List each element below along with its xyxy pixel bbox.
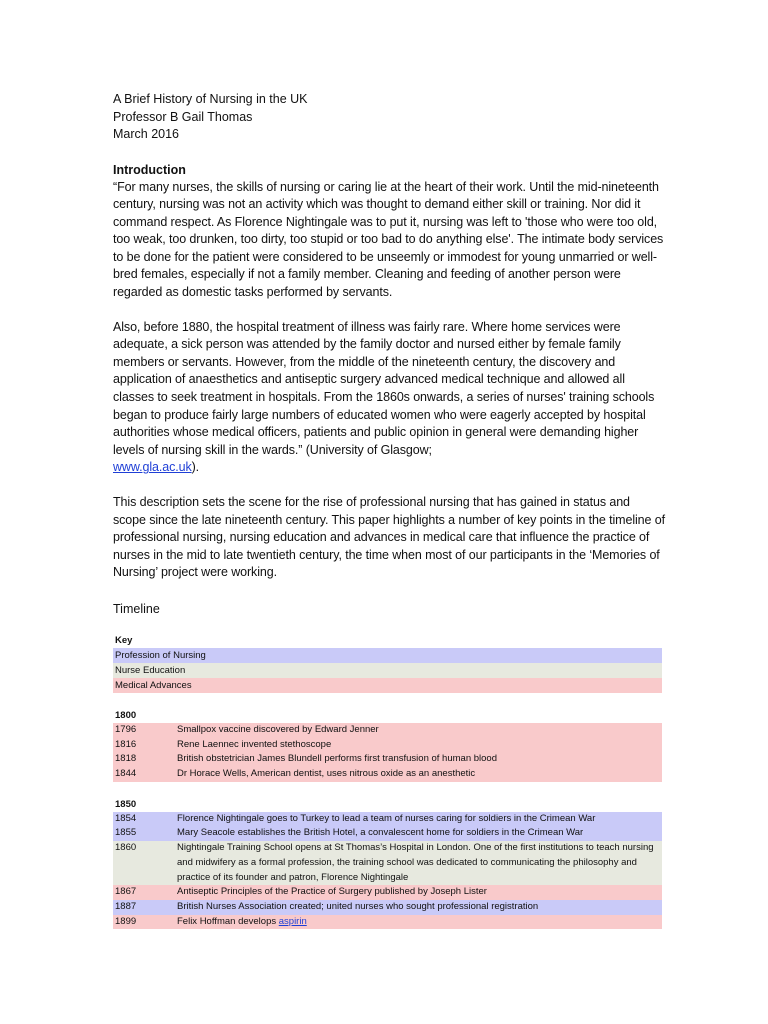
document-title: A Brief History of Nursing in the UK: [113, 92, 308, 106]
key-medical-advances: Medical Advances: [113, 678, 662, 693]
row-year: 1887: [115, 901, 137, 912]
table-row: [113, 723, 662, 738]
row-year: 1854: [115, 812, 137, 824]
introduction-paragraph-2-text: Also, before 1880, the hospital treatment of illness was fairly rare. Where home services were adequate, a sick person was attended by the family doctor and nursed either by female family members or servants. However, from the middle of the nineteenth century, the discovery and application of anaesthetics and antiseptic surgery advanced medical technique and allowed all classes to seek treatment in hospitals. From the 1860s onwards, a series of nurses' training schools began to produce fairly large numbers of educated women who were eagerly accepted by hospital authorities whose medical officers, patients and public opinion in general were demanding higher levels of nursing skill in the wards.” (University of Glasgow;: [113, 319, 655, 457]
document-page: [113, 91, 665, 929]
row-year: 1899: [115, 915, 137, 927]
row-event: British Nurses Association created; united nurses who sought professional registration: [177, 901, 539, 912]
table-row: [113, 900, 662, 915]
document-header: [113, 91, 665, 144]
introduction-paragraph-1: “For many nurses, the skills of nursing or caring lie at the heart of their work. Until the mid-nineteenth century, nursing was not an activity which was thought to demand either skill or training. Nor did it command respect. As Florence Nightingale was to put it, nursing was left to 'those who were too old, too weak, too drunken, too dirty, too stupid or too bad to do anything else'. The intimate body services to be done for the patient were considered to be unseemly or immodest for young unmarried or well-bred females, especially if not a family member. Cleaning and feeding of another person were regarded as domestic tasks performed by servants.: [113, 179, 664, 300]
row-year: 1816: [115, 738, 137, 750]
key-profession-of-nursing: Profession of Nursing: [113, 648, 662, 663]
row-event-text: Felix Hoffman develops: [177, 915, 277, 927]
row-event: Rene Laennec invented stethoscope: [177, 738, 332, 750]
table-row: [113, 767, 662, 782]
gla-website-link[interactable]: www.gla.ac.uk: [113, 460, 192, 475]
row-event: Dr Horace Wells, American dentist, uses nitrous oxide as an anesthetic: [177, 768, 476, 780]
row-event: Antiseptic Principles of the Practice of Surgery published by Joseph Lister: [177, 886, 487, 898]
table-row: [113, 738, 662, 753]
table-row: [113, 885, 662, 900]
section-label-1800: 1800: [115, 709, 137, 721]
section-label-1850: 1850: [115, 798, 137, 810]
row-year: 1860: [115, 842, 137, 854]
row-event: Florence Nightingale goes to Turkey to lead a team of nurses caring for soldiers in the Crimean War: [177, 812, 596, 824]
row-event: [177, 915, 662, 930]
document-author: Professor B Gail Thomas: [113, 109, 253, 124]
introduction-paragraph-2: [113, 319, 665, 477]
row-year: 1867: [115, 886, 137, 898]
row-year: 1855: [115, 827, 137, 839]
row-year: 1844: [115, 768, 137, 780]
row-event: Nightingale Training School opens at St Thomas’s Hospital in London. One of the first institutions to teach nursing and midwifery as a formal profession, the training school was dedicated to communicating the philosophy and practice of its founder and patron, Florence Nightingale: [177, 842, 654, 883]
row-year: 1818: [115, 753, 137, 765]
row-year: 1796: [115, 723, 137, 735]
key-title: Key: [115, 634, 133, 646]
aspirin-link[interactable]: aspirin: [278, 915, 307, 927]
document-date: March 2016: [113, 127, 180, 141]
row-event: British obstetrician James Blundell performs first transfusion of human blood: [177, 753, 497, 765]
table-row: [113, 841, 662, 885]
introduction-paragraph-3: This description sets the scene for the rise of professional nursing that has gained in status and scope since the late nineteenth century. This paper highlights a number of key points in the timeline of professional nursing, nursing education and advances in medical care that influence the practice of nurses in the mid to late twentieth century, the time when most of our participants in the ‘Memories of Nursing’ project were working.: [113, 495, 665, 580]
timeline-heading: Timeline: [113, 601, 160, 616]
table-row: [113, 826, 662, 841]
introduction-paragraph-2-end: ).: [191, 460, 200, 475]
table-row: [113, 752, 662, 767]
row-event: Mary Seacole establishes the British Hotel, a convalescent home for soldiers in the Crimean War: [177, 827, 584, 839]
table-row: [113, 915, 662, 930]
table-row: [113, 812, 662, 827]
key-nurse-education: Nurse Education: [113, 663, 662, 678]
row-event: Smallpox vaccine discovered by Edward Jenner: [177, 723, 379, 735]
introduction-heading: Introduction: [113, 162, 186, 177]
timeline-table: [113, 634, 662, 929]
